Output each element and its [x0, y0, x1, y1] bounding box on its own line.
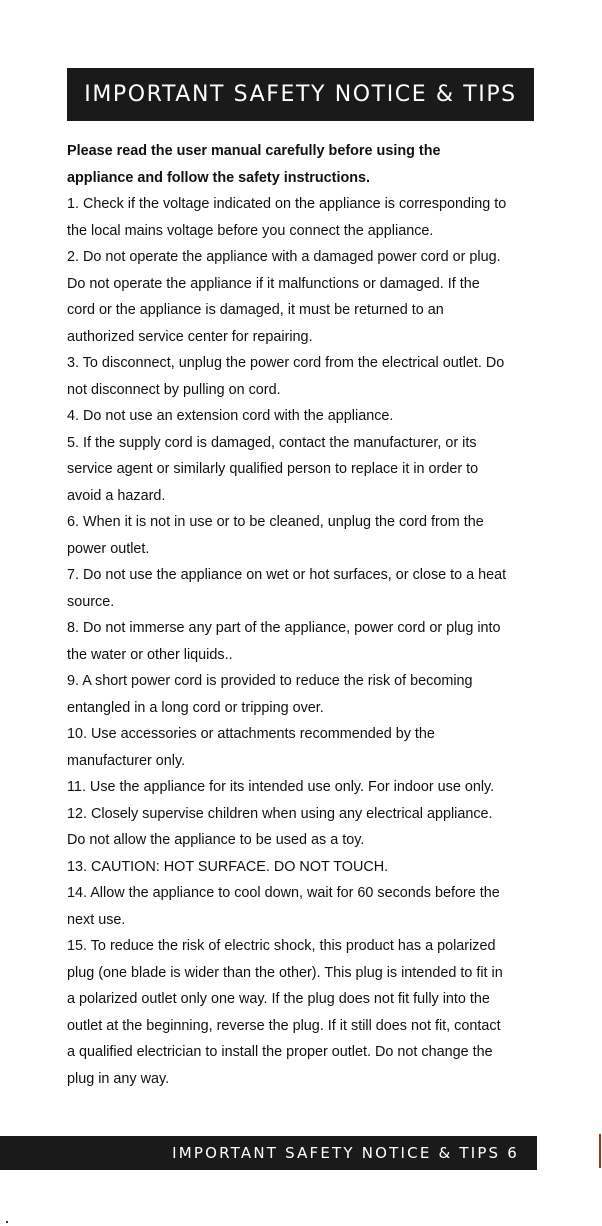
page-edge-mark	[599, 1134, 601, 1168]
footer-banner	[0, 1136, 537, 1170]
instruction-line: 11. Use the appliance for its intended use only. For indoor use only.	[67, 779, 495, 795]
page-number: 6	[507, 1144, 519, 1162]
instruction-line: 12. Closely supervise children when using any electrical appliance.	[67, 805, 493, 822]
safety-instructions-text	[67, 138, 541, 1092]
footer-section-title: IMPORTANT SAFETY NOTICE & TIPS	[172, 1144, 501, 1162]
intro-line: Please read the user manual carefully before using the	[67, 143, 441, 159]
instruction-line: authorized service center for repairing.	[67, 328, 313, 345]
instruction-line: service agent or similarly qualified person to replace it in order to	[67, 461, 479, 477]
instruction-line: outlet at the beginning, reverse the plug. If it still does not fit, contact	[67, 1017, 501, 1034]
instruction-line: 15. To reduce the risk of electric shock, this product has a polarized	[67, 938, 496, 954]
instruction-line: 3. To disconnect, unplug the power cord from the electrical outlet. Do	[67, 355, 505, 371]
instruction-line: Do not operate the appliance if it malfunctions or damaged. If the	[67, 275, 480, 292]
instruction-line: 4. Do not use an extension cord with the appliance.	[67, 408, 394, 424]
instruction-line: 8. Do not immerse any part of the appliance, power cord or plug into	[67, 620, 501, 636]
instruction-line: a qualified electrician to install the proper outlet. Do not change the	[67, 1044, 493, 1060]
instruction-line: avoid a hazard.	[67, 487, 166, 504]
instruction-line: Do not allow the appliance to be used as a toy.	[67, 832, 365, 848]
instruction-line: source.	[67, 593, 115, 610]
instruction-line: plug (one blade is wider than the other). This plug is intended to fit in	[67, 964, 503, 981]
instruction-line: 2. Do not operate the appliance with a damaged power cord or plug.	[67, 249, 501, 265]
instruction-line: next use.	[67, 911, 126, 928]
page-title: IMPORTANT SAFETY NOTICE & TIPS	[84, 82, 517, 107]
instruction-line: 5. If the supply cord is damaged, contact the manufacturer, or its	[67, 434, 477, 451]
header-banner	[67, 68, 534, 121]
instruction-line: not disconnect by pulling on cord.	[67, 381, 281, 398]
instruction-line: 14. Allow the appliance to cool down, wait for 60 seconds before the	[67, 885, 500, 901]
instruction-line: a polarized outlet only one way. If the plug does not fit fully into the	[67, 991, 490, 1007]
instruction-line: 10. Use accessories or attachments recommended by the	[67, 726, 435, 742]
instruction-line: power outlet.	[67, 540, 150, 557]
instruction-line: 6. When it is not in use or to be cleaned, unplug the cord from the	[67, 514, 484, 530]
instruction-line: entangled in a long cord or tripping over.	[67, 699, 324, 716]
intro-line: appliance and follow the safety instructions.	[67, 169, 371, 186]
instruction-line: plug in any way.	[67, 1070, 170, 1087]
corner-dot	[6, 1221, 8, 1223]
instruction-line: 9. A short power cord is provided to reduce the risk of becoming	[67, 673, 473, 689]
instruction-line: 13. CAUTION: HOT SURFACE. DO NOT TOUCH.	[67, 858, 389, 875]
footer-title	[172, 1144, 537, 1162]
instruction-line: the water or other liquids..	[67, 646, 233, 663]
instruction-line: cord or the appliance is damaged, it must be returned to an	[67, 302, 444, 318]
instruction-line: the local mains voltage before you connect the appliance.	[67, 222, 434, 239]
instruction-line: 7. Do not use the appliance on wet or hot surfaces, or close to a heat	[67, 567, 507, 583]
instruction-line: 1. Check if the voltage indicated on the appliance is corresponding to	[67, 196, 507, 212]
instruction-line: manufacturer only.	[67, 752, 186, 769]
